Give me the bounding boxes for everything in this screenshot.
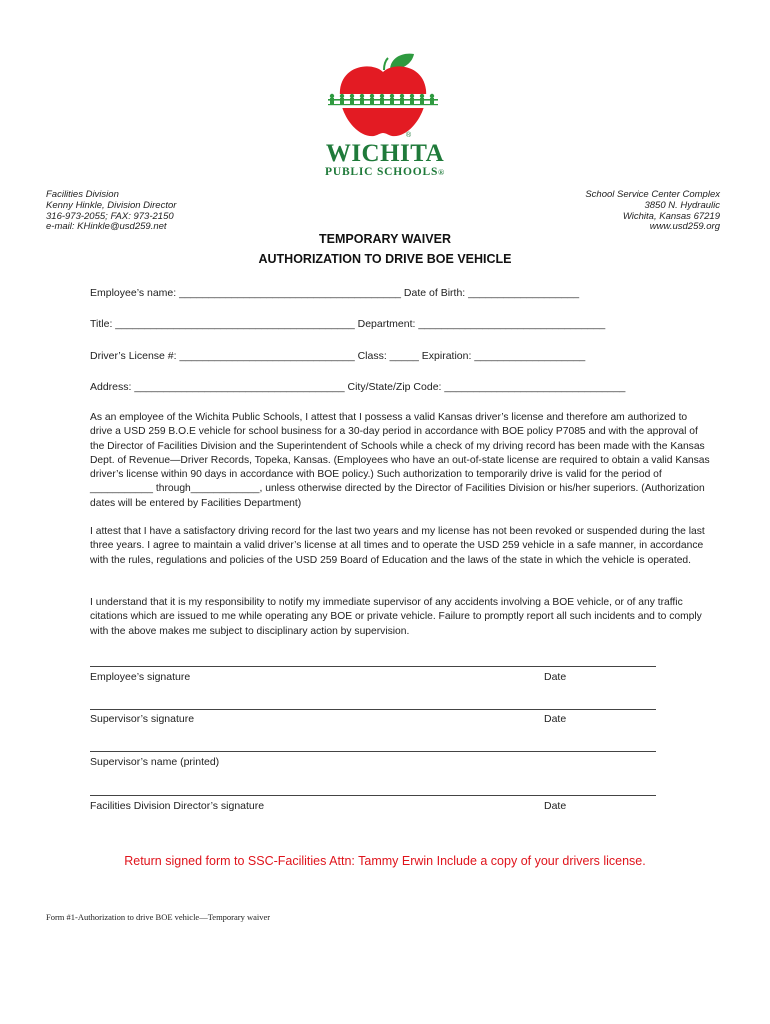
street-address: 3850 N. Hydraulic <box>644 199 720 211</box>
supervisor-date-label: Date <box>544 713 567 725</box>
form-footer: Form #1-Authorization to drive BOE vehicle—Temporary waiver <box>46 912 271 922</box>
paragraph-driving-record <box>90 525 710 568</box>
website: www.usd259.org <box>649 221 720 233</box>
paragraph-3-text: I understand that it is my responsibility to notify my immediate supervisor of any accidents involving a BOE vehicle, or of any traffic citations which are issued to me while operating any BOE or private vehicle. Failure to promptly report all such incidents and to comply with the above makes me subject to disciplinary action by supervision. <box>90 597 702 637</box>
wichita-apple-logo <box>318 50 448 140</box>
supervisor-printed-line[interactable] <box>90 751 656 752</box>
paragraph-responsibility <box>90 596 710 639</box>
email: e-mail: KHinkle@usd259.net <box>46 221 167 233</box>
supervisor-signature-line[interactable] <box>90 709 656 710</box>
paragraph-1-text: As an employee of the Wichita Public Schools, I attest that I possess a valid Kansas driver’s license and therefore am authorized to drive a USD 259 B.O.E vehicle for school business for a 30-day period in accordance with BOE policy P7085 and with the approval of the Director of Facilities Division and the Superintendent of Schools while a check of my driving record has been made with the Kansas Dept. of Revenue—Driver Records, Topeka, Kansas. (Employees who have an out-of-state license are required to obtain a valid Kansas driver’s license within 90 days in accordance with BOE policy.) Such authorization to temporarily drive is valid for the period of ___________ through____________, unless otherwise directed by the Director of Facilities Division or his/her superiors. (Authorization dates will be entered by Facilities Department) <box>90 412 710 509</box>
employee-signature-label: Employee’s signature <box>90 671 191 683</box>
address-city-field[interactable]: Address: ____________________________________ City/State/Zip Code: _______________________________ <box>90 381 626 393</box>
employee-date-label: Date <box>544 671 567 683</box>
license-class-expiration-field[interactable]: Driver’s License #: ______________________________ Class: _____ Expiration: ___________________ <box>90 350 586 362</box>
form-subtitle: AUTHORIZATION TO DRIVE BOE VEHICLE <box>258 252 512 266</box>
registered-mark: ® <box>406 132 412 139</box>
paragraph-2-text: I attest that I have a satisfactory driving record for the last two years and my license has not been revoked or suspended during the last three years. I agree to maintain a valid driver’s license at all times and to operate the USD 259 vehicle in a safe manner, in accordance with the rules, regulations and policies of the USD 259 Board of Education and the laws of the state in which the vehicle is operated. <box>90 526 705 566</box>
logo-subtitle-reg: ® <box>438 168 445 177</box>
header-left-contact <box>46 190 176 233</box>
header-right-address <box>585 190 720 233</box>
paragraph-authorization <box>90 411 710 511</box>
city-state-zip: Wichita, Kansas 67219 <box>622 210 720 222</box>
logo-public-schools-text <box>300 166 470 178</box>
logo-wichita-text: WICHITA <box>325 140 445 167</box>
director-signature-line[interactable] <box>90 795 656 796</box>
phone-fax: 316-973-2055; FAX: 973-2150 <box>46 210 174 222</box>
employee-name-dob-field[interactable]: Employee’s name: ______________________________________ Date of Birth: ___________________ <box>90 287 580 299</box>
director-signature-label: Facilities Division Director’s signature <box>90 800 265 812</box>
form-title: TEMPORARY WAIVER <box>319 232 451 246</box>
employee-signature-line[interactable] <box>90 666 656 667</box>
logo-subtitle: PUBLIC SCHOOLS <box>325 166 439 178</box>
supervisor-printed-label: Supervisor’s name (printed) <box>90 756 220 768</box>
division-name: Facilities Division <box>46 189 119 200</box>
director-name: Kenny Hinkle, Division Director <box>46 199 177 211</box>
director-date-label: Date <box>544 800 567 812</box>
title-department-field[interactable]: Title: _________________________________________ Department: ________________________________ <box>90 318 606 330</box>
complex-name: School Service Center Complex <box>585 189 720 200</box>
return-instructions: Return signed form to SSC-Facilities Attn: Tammy Erwin Include a copy of your drivers license. <box>124 854 646 868</box>
supervisor-signature-label: Supervisor’s signature <box>90 713 195 725</box>
